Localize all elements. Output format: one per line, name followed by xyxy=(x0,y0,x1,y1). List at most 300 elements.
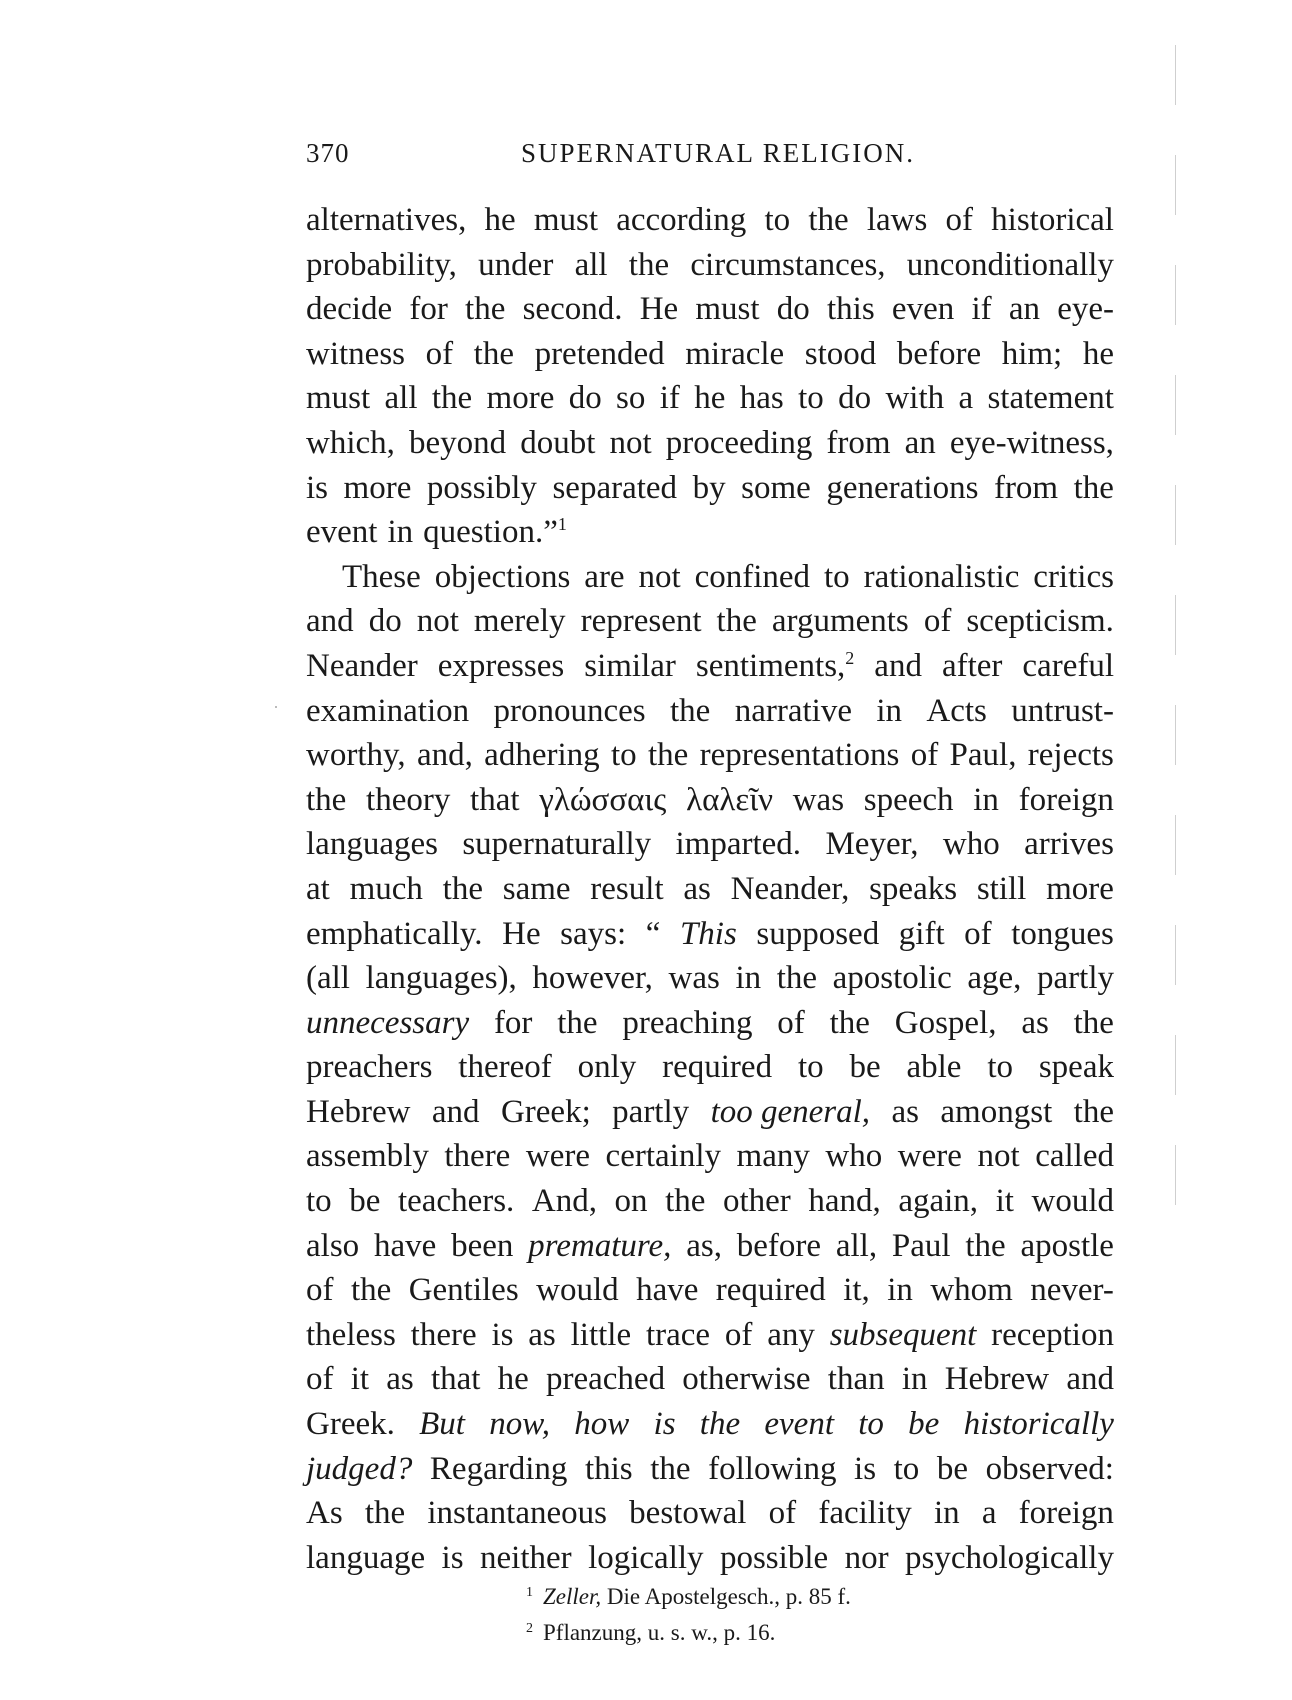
word: too general, xyxy=(710,1093,871,1130)
word: apostolic xyxy=(832,960,952,997)
text-line xyxy=(306,1447,1114,1492)
page-header xyxy=(306,138,1114,178)
word: proceeding xyxy=(665,424,813,461)
word: an xyxy=(904,424,936,461)
word: the xyxy=(699,1406,741,1443)
footnote-author: Zeller, xyxy=(543,1584,607,1609)
word: result xyxy=(590,870,664,907)
footnote-ref: 2 xyxy=(845,647,855,668)
word: to xyxy=(858,1406,884,1443)
word: have xyxy=(373,1227,437,1264)
word: of xyxy=(425,335,454,372)
word: the xyxy=(473,335,514,372)
word: of xyxy=(910,737,939,774)
footnote-mark: 1 xyxy=(526,1585,533,1600)
word: Neander xyxy=(306,647,418,684)
footnote xyxy=(526,1613,1046,1649)
word: as xyxy=(1021,1004,1049,1041)
text-line xyxy=(306,644,1114,689)
word: who xyxy=(942,826,1000,863)
text-line xyxy=(306,1313,1114,1358)
word: thereof xyxy=(458,1049,552,1086)
word: careful xyxy=(1022,647,1114,684)
word: the xyxy=(776,960,818,997)
word: But xyxy=(419,1406,465,1443)
text-line xyxy=(306,1536,1114,1581)
word: similar xyxy=(584,647,676,684)
word: same xyxy=(502,870,571,907)
word: preached xyxy=(546,1361,666,1398)
word: to xyxy=(987,1049,1013,1086)
scan-margin-rule xyxy=(1175,45,1176,1245)
word: foreign xyxy=(1018,781,1114,818)
word: facility xyxy=(818,1495,912,1532)
word: as xyxy=(891,1093,919,1130)
word: a xyxy=(981,1495,997,1532)
word: other xyxy=(722,1183,791,1220)
word: more xyxy=(486,380,555,417)
text-line xyxy=(306,1179,1114,1224)
word: a xyxy=(958,380,974,417)
word: has xyxy=(739,380,784,417)
word: teachers. xyxy=(397,1183,515,1220)
word: are xyxy=(584,558,625,595)
word: required xyxy=(662,1049,773,1086)
word: He xyxy=(639,291,679,328)
word: were xyxy=(525,1138,590,1175)
word: even xyxy=(891,291,955,328)
word: beyond xyxy=(408,424,507,461)
word: that xyxy=(470,781,520,818)
word: how xyxy=(574,1406,630,1443)
word: event xyxy=(764,1406,834,1443)
text-line xyxy=(306,1045,1114,1090)
word: more xyxy=(343,469,412,506)
text-line xyxy=(306,421,1114,466)
word: in xyxy=(973,781,999,818)
word: this xyxy=(827,291,875,328)
word: unnecessary xyxy=(306,1004,470,1041)
word: This xyxy=(679,915,737,952)
word: be xyxy=(908,1406,940,1443)
word: the xyxy=(431,380,473,417)
word: tongues xyxy=(1011,915,1114,952)
word: and xyxy=(874,647,922,684)
word: in xyxy=(735,960,762,997)
word: doubt xyxy=(520,424,596,461)
word: to xyxy=(823,558,850,595)
word: eye-witness, xyxy=(949,424,1114,461)
word: must xyxy=(695,291,760,328)
word: do xyxy=(838,380,872,417)
word: which, xyxy=(306,424,395,461)
word: logically xyxy=(588,1539,704,1576)
word: the xyxy=(628,246,670,283)
scan-speck xyxy=(275,706,277,708)
word: more xyxy=(1046,870,1114,907)
word: Paul xyxy=(891,1227,951,1264)
footnote-text: Pflanzung, u. s. w., p. 16. xyxy=(543,1620,776,1645)
word: it xyxy=(350,1361,370,1398)
word: the xyxy=(1073,469,1114,506)
word: were xyxy=(897,1138,962,1175)
word: he xyxy=(694,380,726,417)
word: an xyxy=(1008,291,1040,328)
word: as xyxy=(386,1361,414,1398)
word: not xyxy=(977,1138,1020,1175)
word: to xyxy=(797,1049,824,1086)
word: observed: xyxy=(985,1450,1114,1487)
word: psychologically xyxy=(905,1539,1114,1576)
word: preaching xyxy=(622,1004,753,1041)
word: the xyxy=(650,1450,691,1487)
word: of xyxy=(964,915,992,952)
word: so xyxy=(616,380,646,417)
word: merely xyxy=(473,603,566,640)
text-line xyxy=(306,1090,1114,1135)
word: the xyxy=(364,1495,406,1532)
word: with xyxy=(885,380,945,417)
word: laws xyxy=(866,202,928,238)
word: and xyxy=(306,603,354,640)
word: it, xyxy=(843,1272,870,1309)
word: γλώσσαις xyxy=(539,781,667,818)
word: of xyxy=(768,1495,797,1532)
word: following xyxy=(708,1450,837,1487)
word: rejects xyxy=(1027,737,1114,774)
word: only xyxy=(577,1049,637,1086)
text-line xyxy=(306,1402,1114,1447)
word: As xyxy=(306,1495,343,1532)
word: And, xyxy=(531,1183,597,1220)
text-line xyxy=(306,198,1114,243)
word: is xyxy=(306,469,329,506)
word: and xyxy=(431,1093,480,1130)
word: on xyxy=(614,1183,648,1220)
word: emphatically. xyxy=(306,915,483,952)
word: Gentiles xyxy=(408,1272,519,1309)
word: trace xyxy=(645,1316,711,1353)
word: there xyxy=(444,1138,511,1175)
text-line xyxy=(306,689,1114,734)
word: possible xyxy=(719,1539,829,1576)
word: the xyxy=(557,1004,598,1041)
word: be xyxy=(349,1183,381,1220)
word: He xyxy=(502,915,541,952)
word: as xyxy=(528,1316,556,1353)
word: amongst xyxy=(940,1093,1053,1130)
word: the xyxy=(670,692,711,729)
word: preachers xyxy=(306,1049,433,1086)
word: be xyxy=(849,1049,881,1086)
text-line xyxy=(306,822,1114,867)
word: required xyxy=(715,1272,826,1309)
word: pretended xyxy=(534,335,665,372)
word: that xyxy=(430,1361,481,1398)
word: must xyxy=(533,202,599,238)
word: to xyxy=(306,1183,332,1220)
word: of xyxy=(945,202,973,238)
word: would xyxy=(536,1272,619,1309)
word: who xyxy=(825,1138,883,1175)
word: do xyxy=(776,291,810,328)
word: hand, xyxy=(808,1183,881,1220)
text-line xyxy=(306,466,1114,511)
word: to xyxy=(610,737,637,774)
word: languages), xyxy=(365,960,517,997)
word: be xyxy=(936,1450,969,1487)
text-line xyxy=(306,912,1114,957)
word: according xyxy=(616,202,747,238)
word: statement xyxy=(987,380,1114,417)
word: if xyxy=(971,291,992,328)
word: These xyxy=(342,558,421,595)
word: the xyxy=(465,291,506,328)
word: event xyxy=(306,514,378,551)
word: all xyxy=(384,380,418,417)
word: arguments xyxy=(771,603,909,640)
word: at xyxy=(306,870,330,907)
word: whom xyxy=(930,1272,1013,1309)
text-line xyxy=(306,733,1114,778)
word: supernaturally xyxy=(462,826,652,863)
word: theless xyxy=(306,1316,396,1353)
word: historically xyxy=(963,1406,1114,1443)
word: to xyxy=(798,380,824,417)
word: eye- xyxy=(1057,291,1114,328)
word: stood xyxy=(804,335,877,372)
text-line xyxy=(306,956,1114,1001)
text-line xyxy=(306,1224,1114,1269)
word: unconditionally xyxy=(906,246,1114,283)
word: it xyxy=(995,1183,1014,1220)
word: Gospel, xyxy=(894,1004,997,1041)
word: called xyxy=(1035,1138,1114,1175)
word: the xyxy=(829,1004,870,1041)
body-text xyxy=(306,198,1114,1580)
word: many xyxy=(736,1138,810,1175)
word: under xyxy=(478,246,554,283)
page-number: 370 xyxy=(306,138,350,168)
word: certainly xyxy=(605,1138,721,1175)
word: representations xyxy=(699,737,900,774)
text-line xyxy=(306,1001,1114,1046)
word: languages xyxy=(306,826,438,863)
word: the xyxy=(716,603,757,640)
word: much xyxy=(349,870,423,907)
word: is xyxy=(491,1316,514,1353)
word: after xyxy=(941,647,1003,684)
word: Hebrew xyxy=(944,1361,1050,1398)
word: than xyxy=(827,1361,885,1398)
word: the xyxy=(306,781,347,818)
text-line xyxy=(306,599,1114,644)
word: there xyxy=(410,1316,477,1353)
word: miracle xyxy=(685,335,785,372)
word: rationalistic xyxy=(863,558,1020,595)
running-head: SUPERNATURAL RELIGION. xyxy=(521,138,915,168)
word: narrative xyxy=(734,692,852,729)
word: of xyxy=(306,1272,334,1309)
word: of xyxy=(923,603,952,640)
word: any xyxy=(767,1316,815,1353)
word: not xyxy=(416,603,459,640)
word: λαλεῖν xyxy=(686,781,774,818)
text-line xyxy=(306,1357,1114,1402)
word: imparted. xyxy=(675,826,802,863)
text-line xyxy=(306,867,1114,912)
word: of xyxy=(777,1004,805,1041)
word: apostle xyxy=(1020,1227,1114,1264)
word: by xyxy=(692,469,726,506)
word: some xyxy=(741,469,811,506)
word: pronounces xyxy=(493,692,646,729)
word: is xyxy=(653,1406,676,1443)
word: for xyxy=(409,291,448,328)
text-line xyxy=(306,376,1114,421)
word: all, xyxy=(835,1227,878,1264)
word: represent xyxy=(580,603,702,640)
word: however, xyxy=(532,960,653,997)
word: Hebrew xyxy=(306,1093,411,1130)
word: of xyxy=(306,1361,334,1398)
footnote-text: Die Apostelgesch., p. 85 f. xyxy=(606,1584,851,1609)
word: able xyxy=(906,1049,962,1086)
word: the xyxy=(1073,1093,1114,1130)
word: the xyxy=(665,1183,706,1220)
word: scepticism. xyxy=(966,603,1114,640)
word: neither xyxy=(480,1539,572,1576)
text-line xyxy=(306,287,1114,332)
word: objections xyxy=(434,558,571,595)
word: witness xyxy=(306,335,405,372)
word: as xyxy=(683,870,711,907)
word: to xyxy=(893,1450,920,1487)
word: decide xyxy=(306,291,393,328)
word: premature, xyxy=(528,1227,672,1264)
word: adhering xyxy=(484,737,600,774)
word: the xyxy=(965,1227,1006,1264)
text-line xyxy=(306,332,1114,377)
word: in xyxy=(901,1361,928,1398)
word: age, xyxy=(967,960,1022,997)
word: for xyxy=(493,1004,533,1041)
word: him; xyxy=(1001,335,1063,372)
word: and, xyxy=(416,737,473,774)
word: partly xyxy=(1037,960,1114,997)
text-line xyxy=(306,243,1114,288)
word: generations xyxy=(826,469,979,506)
word: untrust- xyxy=(1011,692,1114,729)
word: he xyxy=(497,1361,529,1398)
word: the xyxy=(350,1272,392,1309)
word: separated xyxy=(552,469,678,506)
word: of xyxy=(724,1316,753,1353)
word: in xyxy=(387,514,414,551)
word: Greek; xyxy=(500,1093,591,1130)
word: theory xyxy=(366,781,451,818)
word: partly xyxy=(612,1093,690,1130)
word: the xyxy=(442,870,483,907)
word: do xyxy=(568,380,602,417)
word: confined xyxy=(694,558,811,595)
word: is xyxy=(441,1539,464,1576)
word: sentiments,$^2$ xyxy=(695,647,855,684)
footnote-ref: 1 xyxy=(557,514,567,535)
footnotes xyxy=(526,1577,1046,1649)
word: not xyxy=(638,558,681,595)
word: gift xyxy=(898,915,945,952)
word: reception xyxy=(991,1316,1114,1353)
word: still xyxy=(976,870,1027,907)
word: possibly xyxy=(426,469,537,506)
word: speaks xyxy=(869,870,958,907)
word: Acts xyxy=(926,692,987,729)
word: this xyxy=(584,1450,633,1487)
word: probability, xyxy=(306,246,457,283)
word: nor xyxy=(844,1539,889,1576)
text-line xyxy=(306,778,1114,823)
word: Regarding xyxy=(429,1450,568,1487)
word: supposed xyxy=(756,915,880,952)
word: in xyxy=(887,1272,913,1309)
word: worthy, xyxy=(306,737,406,774)
word: before xyxy=(896,335,982,372)
word: speak xyxy=(1038,1049,1114,1086)
word: the xyxy=(647,737,689,774)
word: again, xyxy=(898,1183,979,1220)
word: been xyxy=(451,1227,514,1264)
footnote-mark: 2 xyxy=(526,1621,533,1636)
word: from xyxy=(993,469,1059,506)
word: subsequent xyxy=(829,1316,977,1353)
word: was xyxy=(668,960,720,997)
word: little xyxy=(570,1316,632,1353)
word: all xyxy=(574,246,608,283)
word: now, xyxy=(489,1406,551,1443)
word: and xyxy=(1066,1361,1114,1398)
word: historical xyxy=(991,202,1114,238)
word: to xyxy=(764,202,791,238)
text-line xyxy=(306,555,1114,600)
word: Greek. xyxy=(306,1406,395,1443)
word: otherwise xyxy=(682,1361,811,1398)
word: in xyxy=(876,692,903,729)
word: before xyxy=(736,1227,822,1264)
word: examination xyxy=(306,692,470,729)
word: bestowal xyxy=(629,1495,747,1532)
word: would xyxy=(1031,1183,1114,1220)
word: not xyxy=(609,424,652,461)
word: judged? xyxy=(306,1450,413,1487)
word: circumstances, xyxy=(690,246,886,283)
word: question.”$^1$ xyxy=(423,514,567,551)
word: Paul, xyxy=(949,737,1017,774)
word: (all xyxy=(306,960,350,997)
word: he xyxy=(1082,335,1114,372)
text-line xyxy=(306,1268,1114,1313)
word: must xyxy=(306,380,371,417)
word: language xyxy=(306,1539,426,1576)
word: if xyxy=(659,380,680,417)
word: was xyxy=(792,781,845,818)
word: the xyxy=(808,202,849,238)
word: critics xyxy=(1033,558,1114,595)
word: foreign xyxy=(1018,1495,1114,1532)
footnote xyxy=(526,1577,1046,1613)
word: as, xyxy=(686,1227,722,1264)
word: says: xyxy=(560,915,627,952)
